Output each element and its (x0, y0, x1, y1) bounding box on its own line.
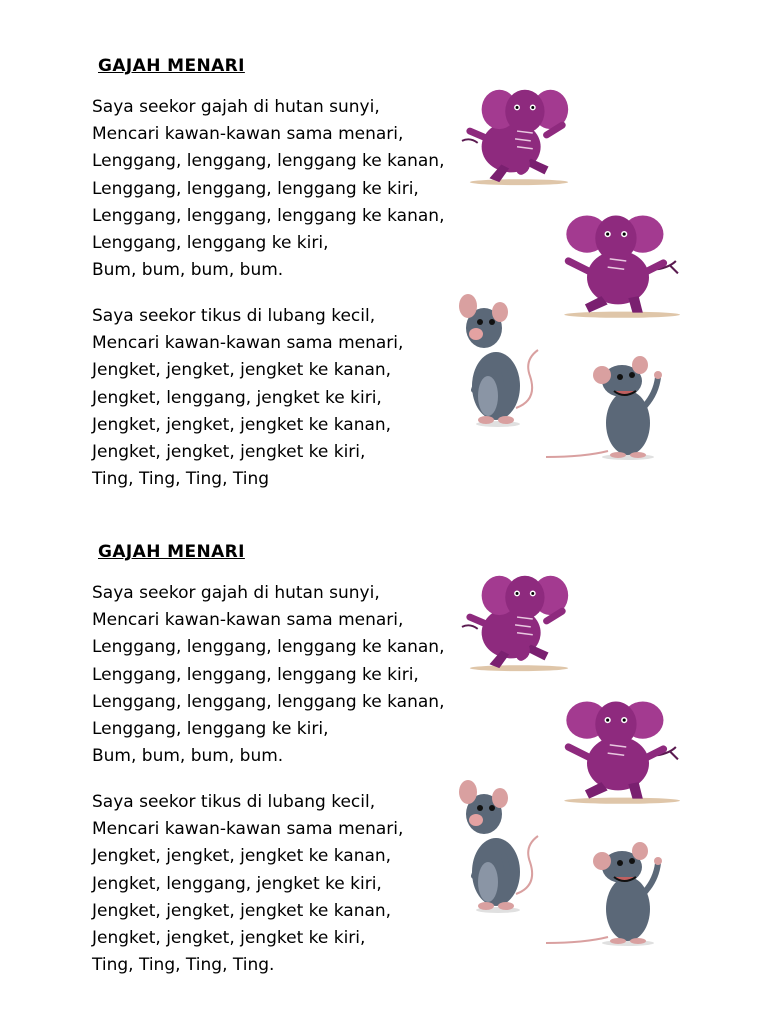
song-title: GAJAH MENARI (98, 542, 245, 562)
lyric-line: Lenggang, lenggang, lenggang ke kanan, (92, 691, 445, 712)
lyric-line: Lenggang, lenggang, lenggang ke kanan, (92, 637, 445, 658)
song-section-1 (0, 0, 768, 500)
elephant-verse (92, 94, 444, 284)
song-section-2 (0, 486, 768, 986)
lyric-line: Saya seekor gajah di hutan sunyi, (92, 97, 380, 117)
lyric-line: Jengket, jengket, jengket ke kanan, (92, 846, 392, 867)
lyric-line: Ting, Ting, Ting, Ting. (92, 955, 275, 976)
lyric-line: Mencari kawan-kawan sama menari, (92, 819, 404, 840)
lyric-line: Jengket, jengket, jengket ke kanan, (92, 414, 392, 435)
dancing-elephant-illustration (460, 564, 578, 676)
lyric-line: Jengket, jengket, jengket ke kiri, (92, 927, 366, 948)
lyric-line: Jengket, lenggang, jengket ke kiri, (92, 873, 382, 894)
lyric-line: Saya seekor tikus di lubang kecil, (92, 306, 376, 326)
lyric-line: Jengket, jengket, jengket ke kanan, (92, 360, 392, 381)
lyric-line: Jengket, jengket, jengket ke kanan, (92, 900, 392, 921)
lyric-line: Lenggang, lenggang ke kiri, (92, 718, 329, 739)
lyric-line: Bum, bum, bum, bum. (92, 260, 284, 281)
standing-rat-illustration (454, 290, 544, 430)
lyric-line: Jengket, lenggang, jengket ke kiri, (92, 387, 382, 408)
standing-rat-illustration (454, 776, 544, 916)
lyric-line: Saya seekor tikus di lubang kecil, (92, 792, 376, 812)
lyric-line: Lenggang, lenggang, lenggang ke kanan, (92, 205, 445, 226)
lyric-line: Bum, bum, bum, bum. (92, 746, 284, 767)
lyric-line: Lenggang, lenggang, lenggang ke kanan, (92, 151, 445, 172)
lyric-line: Saya seekor gajah di hutan sunyi, (92, 583, 380, 603)
waving-rat-illustration (544, 836, 674, 948)
dancing-elephant-illustration (556, 204, 680, 320)
lyric-line: Mencari kawan-kawan sama menari, (92, 333, 404, 354)
lyric-line: Lenggang, lenggang ke kiri, (92, 232, 329, 253)
dancing-elephant-illustration (556, 690, 680, 806)
lyric-line: Ting, Ting, Ting, Ting (92, 469, 270, 490)
elephant-verse (92, 580, 444, 770)
waving-rat-illustration (544, 350, 674, 462)
dancing-elephant-illustration (460, 78, 578, 190)
lyric-line: Jengket, jengket, jengket ke kiri, (92, 441, 366, 462)
lyric-line: Lenggang, lenggang, lenggang ke kiri, (92, 664, 419, 685)
song-title: GAJAH MENARI (98, 56, 245, 76)
lyric-line: Mencari kawan-kawan sama menari, (92, 610, 404, 631)
lyric-line: Lenggang, lenggang, lenggang ke kiri, (92, 178, 419, 199)
lyric-line: Mencari kawan-kawan sama menari, (92, 124, 404, 145)
rat-verse (92, 789, 403, 979)
rat-verse (92, 303, 403, 493)
